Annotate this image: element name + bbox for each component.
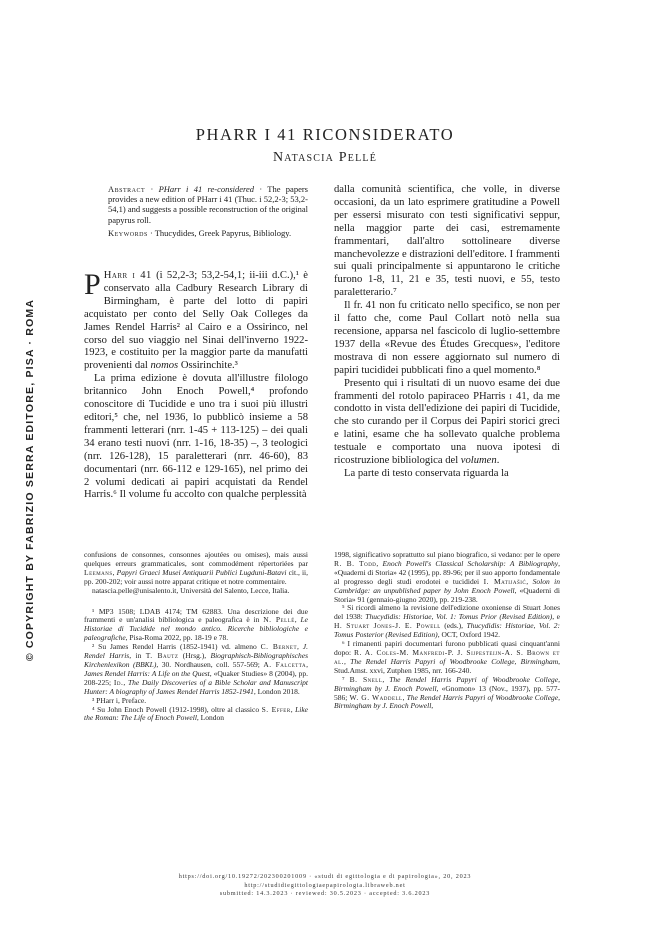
abstract-paragraph <box>108 184 308 225</box>
footer-doi: https://doi.org/10.19272/202300201009 · «studi di egittologia e di papirologia», 20, 2023 <box>178 873 472 880</box>
body-column-left <box>84 270 308 502</box>
abstract-text: · The papers provides a new edition of PHarr i 41 (Thuc. i 52,2-3; 53,2-54,1) and suggests a possible reconstruction of the original papyrus roll. <box>108 184 308 225</box>
keywords-label: Keywords <box>108 227 148 238</box>
footnote-5: ⁵ Si ricordi almeno la revisione dell'edizione oxoniense di Stuart Jones del 1938: Thucydidis: Historiae, Vol. 1: Tomus Prior (Revised Edition), e H. Stuart Jones-J. E. Powell (eds.), Thucydidis: Historiae, Vol. 2: Tomus Posterior (Revised Edition), OCT, Oxford 1942. <box>334 603 561 640</box>
footnotes-right <box>334 551 560 711</box>
abstract-label: Abstract <box>108 184 146 194</box>
body-paragraph-4: Il fr. 41 non fu criticato nello specifico, se non per il fatto che, come Paul Collart notò nella sua recensione, apparsa nel fascicolo di luglio-settembre 1937 della «Revue des Études Grecques», l'editore mostrava di non essere aggiornato sul numero di papiri tucididei pubblicati fino a quel momento.⁸ <box>334 300 560 376</box>
footnote-2: ² Su James Rendel Harris (1852-1941) vd. almeno C. Bernet, J. Rendel Harris, in T. Bautz (Hrsg.), Biographisch-Bibliographisches Kirchenlexikon (BBKL), 30. Nordhausen, coll. 557-569; A. Falcetta, James Rendel Harris: A Life on the Quest, «Quaker Studies» 8 (2004), pp. 208-225; Id., The Daily Discoveries of a Bible Scholar and Manuscript Hunter: A biography of James Rendel Harris 1852-1941, London 2018. <box>84 642 309 696</box>
keywords-paragraph <box>108 228 308 238</box>
body-paragraph-6: La parte di testo conservata riguarda la <box>344 467 509 479</box>
footnote-3: ³ PHarr i, Preface. <box>92 695 147 705</box>
author-email: natascia.pelle@unisalento.it, Università del Salento, Lecce, Italia. <box>92 585 290 595</box>
footer-dates: submitted: 14.3.2023 · reviewed: 30.5.2023 · accepted: 3.6.2023 <box>219 890 431 898</box>
body-paragraph-1: P Harr i 41 (i 52,2-3; 53,2-54,1; ii-iii d.C.),¹ è conservato alla Cadbury Research Library di Birmingham, è parte del lotto di papiri acquistato per conto del Selly Oak Colleges da James Rendel Harris² al Cairo e a Ossirinco, nel corso del suo viaggio nel Sinai dell'inverno 1922-1923, e costituito per la maggior parte da manufatti provenienti dal nomos Ossirinchite.³ <box>84 268 308 372</box>
papyrus-name: Harr i 41 <box>103 270 152 281</box>
footer-url: http://studidiegittologiaepapirologia.libraweb.net <box>244 881 406 889</box>
body-paragraph-2: La prima edizione è dovuta all'illustre filologo britannico John Enoch Powell,⁴ profondo conoscitore di Tucidide e uno tra i suoi più illustri editori,⁵ che, nel 1936, lo pubblicò insieme a 58 frammenti letterari (nrr. 1-45 + 113-125) – dei quali 34 erano testi nuovi (nrr. 1-16, 18-35) –, 3 teologici (nrr. 126-128), 15 paraletterari (nrr. 46-60), 83 documentari (nrr. 66-112 e 129-165), nel primo dei 2 volumi dedicati ai papiri acquistati da Rendel Harris.⁶ Il volume fu accolto con qualche perplessità <box>84 373 308 501</box>
keywords-text: · Thucydides, Greek Papyrus, Bibliology. <box>147 227 292 238</box>
copyright-text: © COPYRIGHT BY FABRIZIO SERRA EDITORE, PISA · ROMA <box>23 298 36 662</box>
drop-cap: P <box>84 268 101 301</box>
body-column-right <box>334 184 560 481</box>
article-author: Natascia Pellé <box>272 150 378 165</box>
page-footer <box>0 873 650 899</box>
footnote-7: ⁷ B. Snell, The Rendel Harris Papyri of Woodbrooke College, Birmingham by J. Enoch Powell, «Gnomon» 13 (Nov., 1937), pp. 577-586; W. G. Waddell, The Rendel Harris Papyri of Woodbrooke College, Birmingham by J. Enoch Powell, <box>334 674 561 711</box>
article-title: PHARR I 41 RICONSIDERATO <box>195 125 455 144</box>
abstract-separator: · <box>145 184 159 194</box>
abstract-title-en: PHarr i 41 re-considered <box>158 184 255 194</box>
footnotes-left <box>84 551 308 723</box>
footnote-continuation: confusions de consonnes, consonnes ajoutées ou omises), mais aussi quelques erreurs grammaticales, sont commodément répertoriées par Leemans, Papyri Graeci Musei Antiquarii Publici Lugduni-Batavi cit., ii, pp. 200-202; voir aussi notre apparat critique et notre commentaire. <box>84 550 309 586</box>
footnote-4: ⁴ Su John Enoch Powell (1912-1998), oltre al classico S. Effer, Like the Roman: The Life of Enoch Powell, London <box>84 704 308 723</box>
body-paragraph-3: dalla comunità scientifica, che volle, in diverse occasioni, da un lato esprimere gratitudine a Powell per essersi misurato con testi significativi seppur, nella maggior parte dei casi, estremamente frammentari, dall'altro sottolineare diverse manchevolezze e distrazioni dell'editore. I frammenti sui quali principalmente si appuntarono le critiche furono 1-8, 11, 21 e 35, testi nuovi, e 55, testo paraletterario.⁷ <box>334 184 560 299</box>
footnote-6: ⁶ I rimanenti papiri documentari furono pubblicati quasi cinquant'anni dopo: R. A. Coles-M. Manfredi-P. J. Sijpesteijn-A. S. Brown et al., The Rendel Harris Papyri of Woodbrooke College, Birmingham, Stud.Amst. xxvi, Zutphen 1985, nrr. 166-240. <box>334 639 561 675</box>
body-paragraph-5: Presento qui i risultati di un nuovo esame dei due frammenti del rotolo papiraceo PHarris i 41, da me condotto in vista dell'edizione dei papiri di Tucidide, che sto curando per il Corpus dei Papiri storici greci e latini, esame che ha sollevato qualche problema testuale e comportato una nuova ipotesi di ricostruzione bibliologica del volumen. <box>334 377 560 467</box>
abstract-block <box>108 184 308 238</box>
footnote-4-continuation: 1998, significativo soprattutto sul piano biografico, si vedano: per le opere R. B. Todd, Enoch Powell's Classical Scholarship: A Bibliography, «Quaderni di Storia» 42 (1995), pp. 89-96; per il suo apporto fondamentale al progresso degli studi erodotei e tucididei I. Matijašić, Solon in Cambridge: an unpublished paper by John Enoch Powell, «Quaderni di Storia» 91 (gennaio-giugno 2020), pp. 219-238. <box>334 550 561 604</box>
copyright-sidebar <box>22 300 37 660</box>
footnote-1: ¹ MP3 1508; LDAB 4174; TM 62883. Una descrizione dei due frammenti e un'analisi bibliologica e paleografica è in N. Pellé, Le Historiae di Tucidide nel mondo antico. Ricerche bibliologiche e paleografiche, Pisa-Roma 2022, pp. 18-19 e 78. <box>84 606 309 643</box>
